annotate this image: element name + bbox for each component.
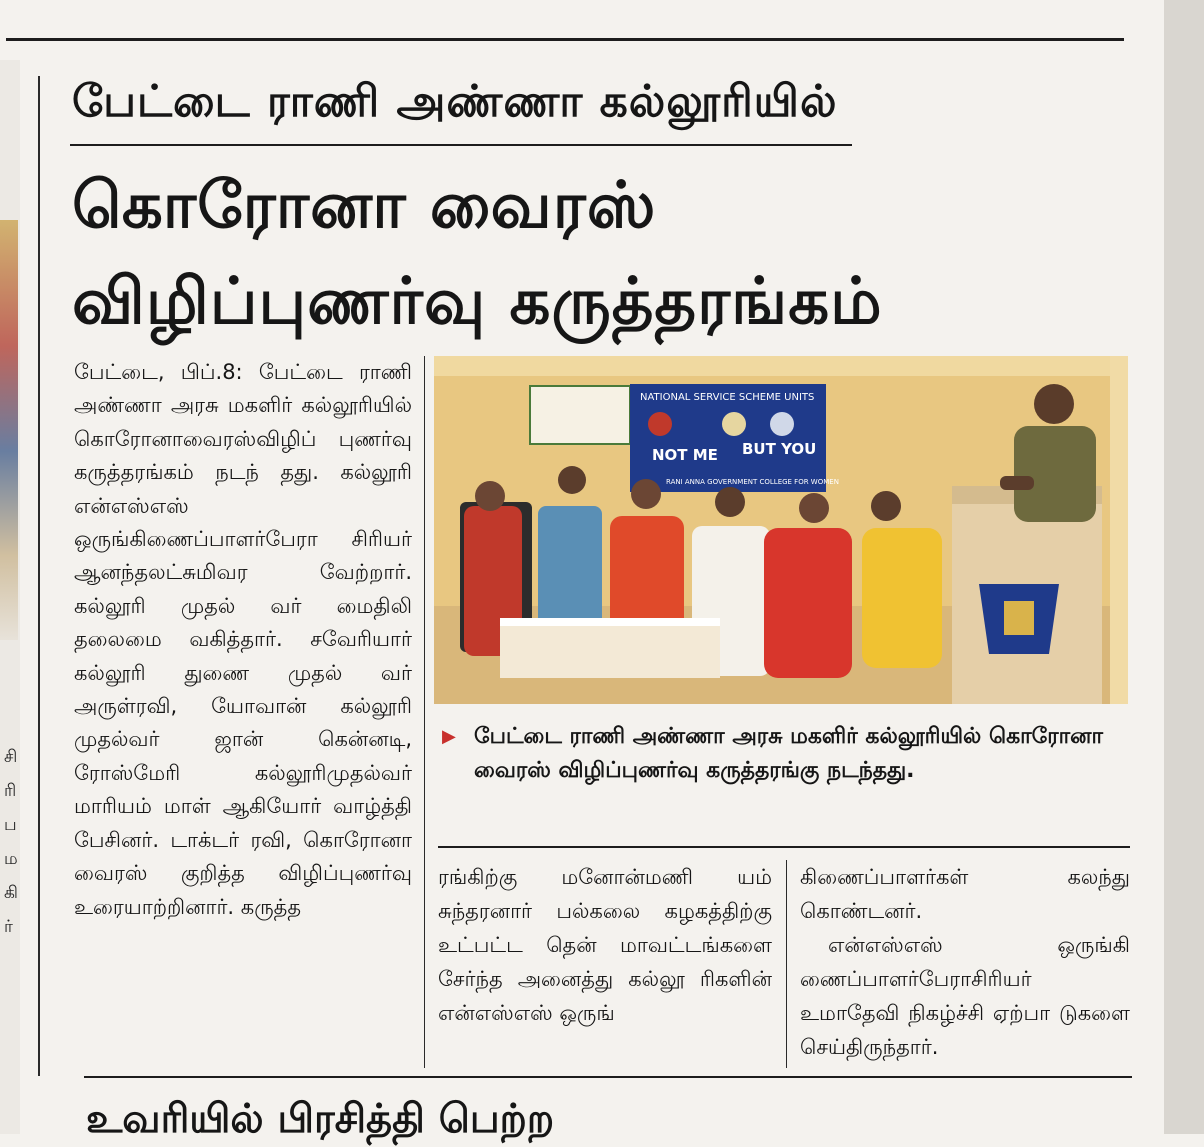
bottom-rule (84, 1076, 1132, 1078)
kicker-underline (70, 144, 852, 146)
banner-text-right: BUT YOU (742, 440, 817, 458)
banner-text-top: NATIONAL SERVICE SCHEME UNITS (640, 392, 815, 403)
margin-fragment: ரி (4, 781, 17, 801)
margin-fragment: கி (4, 883, 18, 903)
column-divider-left (38, 76, 40, 1076)
column-divider-2 (786, 860, 787, 1068)
banner-text-bottom: RANI ANNA GOVERNMENT COLLEGE FOR WOMEN (666, 478, 839, 486)
caption-arrow-icon: ▶ (442, 726, 456, 747)
headline-line-1: கொரோனா வைரஸ் (72, 169, 657, 243)
column-divider-1 (424, 356, 425, 1068)
margin-fragment: சி (4, 747, 18, 767)
article-column-3-paragraph-2: என்எஸ்எஸ் ஒருங்கி ணைப்பாளர்பேராசிரியர் உமாதேவி நிகழ்ச்சி ஏற்பா டுகளை செய்திருந்தார். (800, 933, 1130, 1059)
adjacent-column-fragments (4, 740, 22, 944)
banner-text-left: NOT ME (652, 446, 718, 464)
margin-fragment: ப (4, 815, 17, 835)
caption-rule (438, 846, 1130, 848)
kicker-headline: பேட்டை ராணி அண்ணா கல்லூரியில் (72, 76, 838, 127)
article-column-2: ரங்கிற்கு மனோன்மணி யம் சுந்தரனார் பல்கலை கழகத்திற்கு உட்பட்ட தென் மாவட்டங்களை சேர்ந்த அனைத்து கல்லூ ரிகளின் என்எஸ்எஸ் ஒருங் (438, 865, 772, 1025)
article-column-3-paragraph-1: கிணைப்பாளர்கள் கலந்து கொண்டனர். (800, 865, 1130, 923)
main-headline (72, 158, 1132, 350)
page-gutter (1164, 0, 1204, 1134)
adjacent-page-photo-strip (0, 220, 18, 640)
photo-caption: பேட்டை ராணி அண்ணா அரசு மகளிர் கல்லூரியில் கொரோனா வைரஸ் விழிப்புணர்வு கருத்தரங்கு நடந்தது. (474, 724, 1103, 783)
next-article-headline: உவரியில் பிரசித்தி பெற்ற (86, 1096, 555, 1142)
top-rule (6, 38, 1124, 41)
margin-fragment: ம (4, 849, 18, 869)
margin-fragment: ர் (4, 917, 13, 937)
article-column-3 (800, 860, 1130, 1064)
headline-line-2: விழிப்புணர்வு கருத்தரங்கம் (72, 265, 883, 339)
article-column-1: பேட்டை, பிப்.8: பேட்டை ராணி அண்ணா அரசு மகளிர் கல்லூரியில் கொரோனாவைரஸ்விழிப் புணர்வு கருத்தரங்கம் நடந் தது. கல்லூரி என்எஸ்எஸ் ஒருங்கிணைப்பாளர்பேரா சிரியர் ஆனந்தலட்சுமிவர வேற்றார். கல்லூரி முதல் வர் மைதிலி தலைமை வகித்தார். சவேரியார் கல்லூரி துணை முதல் வர் அருள்ரவி, யோவான் கல்லூரி முதல்வர் ஜான் கென்னடி, ரோஸ்மேரி கல்லூரிமுதல்வர் மாரியம் மாள் ஆகியோர் வாழ்த்தி பேசினர். டாக்டர் ரவி, கொரோனா வைரஸ் குறித்த விழிப்புணர்வு உரையாற்றினார். கருத்த (74, 360, 412, 919)
event-photo-illustration (434, 356, 1128, 704)
event-photo (434, 356, 1128, 704)
